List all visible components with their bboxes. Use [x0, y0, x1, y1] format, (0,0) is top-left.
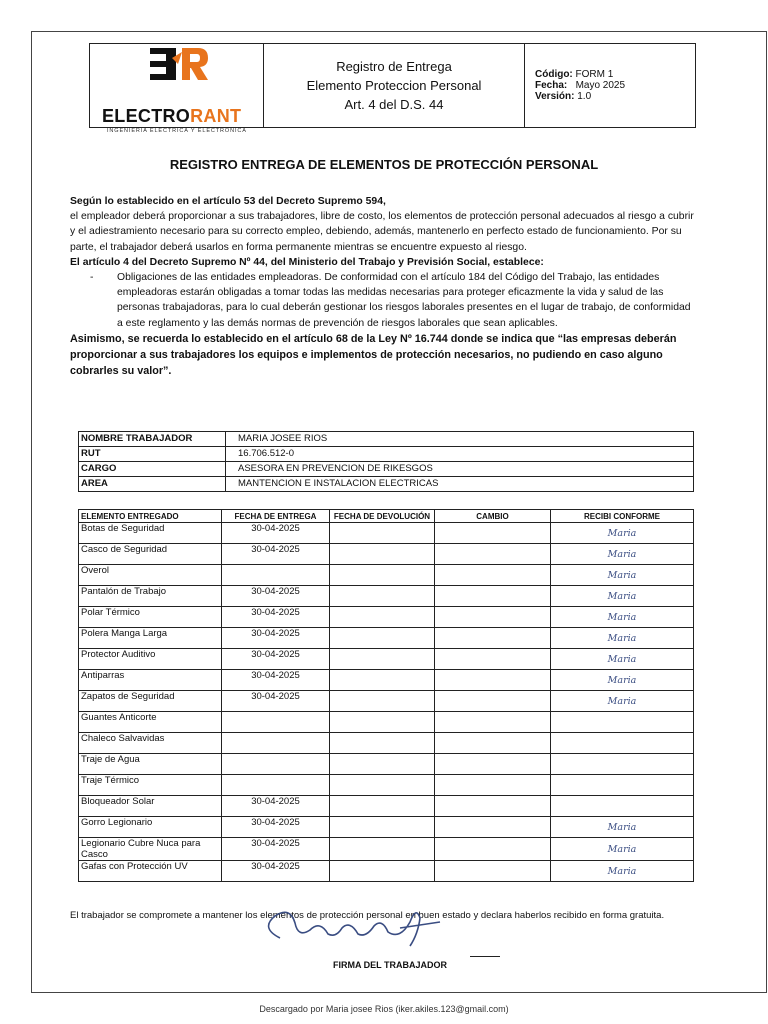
item-row — [79, 565, 694, 586]
item-delivery-date — [222, 754, 330, 775]
item-delivery-date: 30-04-2025 — [222, 586, 330, 607]
worker-signature — [250, 898, 470, 958]
worker-field-label: NOMBRE TRABAJADOR — [79, 432, 226, 447]
item-delivery-date: 30-04-2025 — [222, 861, 330, 882]
item-name: Pantalón de Trabajo — [79, 586, 222, 607]
item-return-date — [330, 544, 435, 565]
item-name: Casco de Seguridad — [79, 544, 222, 565]
item-change — [435, 838, 551, 861]
worker-field-label: CARGO — [79, 462, 226, 477]
item-name: Guantes Anticorte — [79, 712, 222, 733]
worker-table — [78, 431, 694, 492]
item-return-date — [330, 670, 435, 691]
item-row — [79, 670, 694, 691]
brand-tagline: INGENIERIA ELECTRICA Y ELECTRONICA — [107, 128, 247, 134]
item-received-signature: Maria — [551, 607, 694, 628]
item-change — [435, 607, 551, 628]
item-row — [79, 607, 694, 628]
item-row — [79, 754, 694, 775]
worker-row — [79, 462, 694, 477]
item-return-date — [330, 861, 435, 882]
form-meta — [525, 44, 695, 127]
worker-field-label: AREA — [79, 477, 226, 492]
item-name: Protector Auditivo — [79, 649, 222, 670]
item-received-signature: Maria — [551, 544, 694, 565]
item-return-date — [330, 523, 435, 544]
ley-paragraph: Asimismo, se recuerda lo establecido en el artículo 68 de la Ley Nº 16.744 donde se indica que “las empresas deberán proporcionar a sus trabajadores los equipos e implementos de protección necesarios, no pudiendo en caso alguno cobrarles su valor”. — [70, 332, 677, 377]
item-received-signature: Maria — [551, 817, 694, 838]
item-row — [79, 838, 694, 861]
worker-field-value: ASESORA EN PREVENCION DE RIKESGOS — [226, 462, 694, 477]
item-row — [79, 544, 694, 565]
item-delivery-date: 30-04-2025 — [222, 838, 330, 861]
item-name: Traje de Agua — [79, 754, 222, 775]
item-return-date — [330, 733, 435, 754]
worker-field-value: 16.706.512-0 — [226, 447, 694, 462]
item-return-date — [330, 586, 435, 607]
item-delivery-date: 30-04-2025 — [222, 817, 330, 838]
item-received-signature: Maria — [551, 861, 694, 882]
item-delivery-date — [222, 712, 330, 733]
item-row — [79, 775, 694, 796]
item-change — [435, 523, 551, 544]
item-delivery-date: 30-04-2025 — [222, 691, 330, 712]
item-row — [79, 586, 694, 607]
item-return-date — [330, 649, 435, 670]
item-return-date — [330, 796, 435, 817]
download-note: Descargado por Maria josee Rios (iker.akiles.123@gmail.com) — [259, 1004, 509, 1014]
brand-name: ELECTRORANT — [102, 106, 242, 126]
item-row — [79, 733, 694, 754]
item-change — [435, 733, 551, 754]
item-received-signature: Maria — [551, 691, 694, 712]
item-name: Botas de Seguridad — [79, 523, 222, 544]
form-code: Código: FORM 1 — [535, 69, 614, 80]
item-change — [435, 775, 551, 796]
item-received-signature — [551, 775, 694, 796]
worker-field-value: MANTENCION E INSTALACION ELECTRICAS — [226, 477, 694, 492]
form-version: Versión: 1.0 — [535, 91, 592, 102]
item-received-signature: Maria — [551, 628, 694, 649]
form-date: Fecha: Mayo 2025 — [535, 80, 626, 91]
worker-row — [79, 477, 694, 492]
item-delivery-date: 30-04-2025 — [222, 796, 330, 817]
item-row — [79, 796, 694, 817]
items-table — [78, 509, 694, 882]
items-column-header: FECHA DE DEVOLUCIÓN — [330, 510, 435, 523]
item-received-signature — [551, 733, 694, 754]
item-delivery-date: 30-04-2025 — [222, 523, 330, 544]
item-delivery-date — [222, 733, 330, 754]
item-name: Gafas con Protección UV — [79, 861, 222, 882]
item-change — [435, 712, 551, 733]
item-name: Polar Térmico — [79, 607, 222, 628]
form-title: Registro de Entrega Elemento Proteccion Personal Art. 4 del D.S. 44 — [264, 44, 525, 127]
footer-declaration: El trabajador se compromete a mantener los elementos de protección personal en buen estado y declara haberlos recibido en forma gratuita. — [70, 910, 665, 921]
item-return-date — [330, 628, 435, 649]
item-change — [435, 670, 551, 691]
item-received-signature — [551, 754, 694, 775]
item-row — [79, 712, 694, 733]
form-header — [89, 43, 696, 134]
item-delivery-date: 30-04-2025 — [222, 544, 330, 565]
item-row — [79, 649, 694, 670]
item-change — [435, 861, 551, 882]
item-row — [79, 861, 694, 882]
item-return-date — [330, 691, 435, 712]
signature-line — [470, 956, 500, 957]
item-change — [435, 565, 551, 586]
worker-field-value: MARIA JOSEE RIOS — [226, 432, 694, 447]
signature-label: FIRMA DEL TRABAJADOR — [333, 960, 447, 970]
item-return-date — [330, 712, 435, 733]
item-row — [79, 817, 694, 838]
item-change — [435, 544, 551, 565]
item-delivery-date: 30-04-2025 — [222, 649, 330, 670]
item-received-signature: Maria — [551, 838, 694, 861]
item-name: Antiparras — [79, 670, 222, 691]
art4-heading: El artículo 4 del Decreto Supremo Nº 44, del Ministerio del Trabajo y Previsión Social, establece: — [70, 256, 544, 268]
item-delivery-date: 30-04-2025 — [222, 607, 330, 628]
item-change — [435, 691, 551, 712]
item-name: Chaleco Salvavidas — [79, 733, 222, 754]
item-name: Legionario Cubre Nuca para Casco — [79, 838, 222, 861]
item-return-date — [330, 754, 435, 775]
item-received-signature: Maria — [551, 586, 694, 607]
item-name: Overol — [79, 565, 222, 586]
worker-field-label: RUT — [79, 447, 226, 462]
item-delivery-date: 30-04-2025 — [222, 670, 330, 691]
item-change — [435, 628, 551, 649]
intro-paragraph: el empleador deberá proporcionar a sus trabajadores, libre de costo, los elementos de protección personal adecuados al riesgo a cubrir y el adiestramiento necesario para su correcto empleo, debiendo, además, mantenerlo en perfecto estado de funcionamiento. Por su parte, el trabajador deberá usarlos en forma permanente mientras se encuentre expuesto al riesgo. — [70, 211, 694, 253]
item-return-date — [330, 817, 435, 838]
item-change — [435, 754, 551, 775]
item-change — [435, 586, 551, 607]
document-title: REGISTRO ENTREGA DE ELEMENTOS DE PROTECCIÓN PERSONAL — [169, 157, 599, 172]
worker-row — [79, 447, 694, 462]
item-delivery-date: 30-04-2025 — [222, 628, 330, 649]
item-delivery-date — [222, 565, 330, 586]
item-row — [79, 691, 694, 712]
items-column-header: FECHA DE ENTREGA — [222, 510, 330, 523]
items-column-header: CAMBIO — [435, 510, 551, 523]
item-return-date — [330, 838, 435, 861]
item-received-signature: Maria — [551, 523, 694, 544]
items-column-header: RECIBI CONFORME — [551, 510, 694, 523]
item-received-signature — [551, 796, 694, 817]
item-change — [435, 649, 551, 670]
item-received-signature: Maria — [551, 670, 694, 691]
item-received-signature: Maria — [551, 649, 694, 670]
legal-text — [70, 194, 698, 379]
item-delivery-date — [222, 775, 330, 796]
worker-row — [79, 432, 694, 447]
item-change — [435, 796, 551, 817]
item-name: Traje Térmico — [79, 775, 222, 796]
company-logo — [90, 44, 264, 134]
item-row — [79, 523, 694, 544]
item-return-date — [330, 607, 435, 628]
art4-bullet: - Obligaciones de las entidades empleadoras. De conformidad con el artículo 184 del Código del Trabajo, las entidades empleadoras estarán obligadas a tomar todas las medidas necesarias para proteger eficazmente la vida y salud de las personas trabajadoras, para lo cual deberán gestionar los riesgos laborales presentes en el lugar de trabajo, de conformidad a este reglamento y las demás normas de prevención de riesgos laborales que sean aplicables. — [90, 272, 691, 329]
item-received-signature — [551, 712, 694, 733]
items-column-header: ELEMENTO ENTREGADO — [79, 510, 222, 523]
item-name: Zapatos de Seguridad — [79, 691, 222, 712]
item-name: Gorro Legionario — [79, 817, 222, 838]
item-name: Bloqueador Solar — [79, 796, 222, 817]
item-return-date — [330, 565, 435, 586]
item-return-date — [330, 775, 435, 796]
item-row — [79, 628, 694, 649]
item-received-signature: Maria — [551, 565, 694, 586]
item-name: Polera Manga Larga — [79, 628, 222, 649]
intro-heading: Según lo establecido en el artículo 53 del Decreto Supremo 594, — [70, 196, 386, 207]
item-change — [435, 817, 551, 838]
